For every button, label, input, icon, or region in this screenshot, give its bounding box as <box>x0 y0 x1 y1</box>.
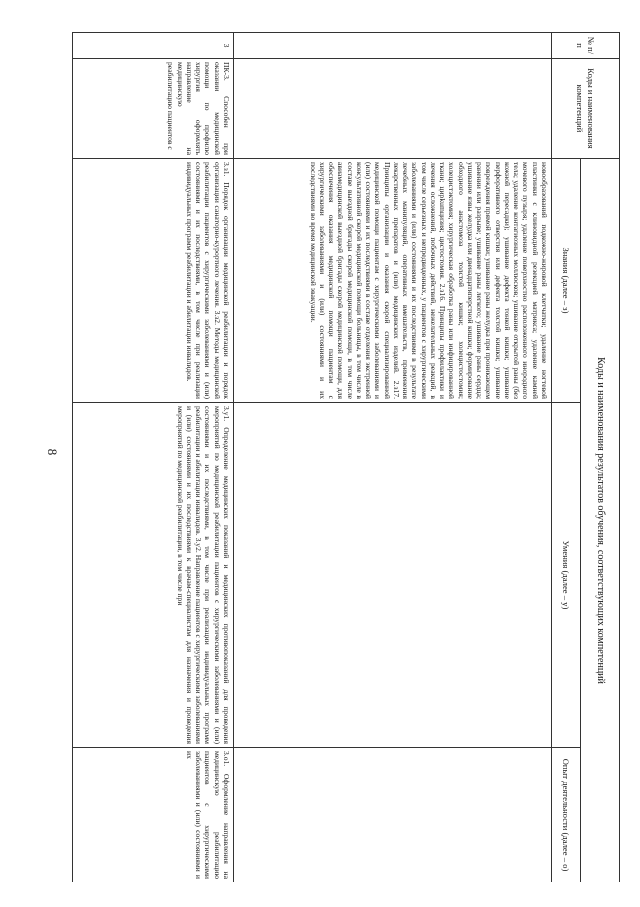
header-skills: Умения (далее – у) <box>552 403 581 748</box>
table-row <box>73 33 234 883</box>
row-competency <box>234 59 552 159</box>
table-row <box>234 33 552 883</box>
header-row-2 <box>552 33 581 883</box>
rotated-page <box>72 32 620 882</box>
competency-table-container <box>72 32 620 882</box>
row-skills: 3.у1. Определение медицинских показаний и медицинских противопоказаний для проведения мероприятий по медицинской реабилитации пациентов с хирургическими заболеваниями и (или) состояниями и их последствиями, в том числе при реализации индивидуальных программ реабилитации и абилитации инвалидов. 3.у2. Направление пациентов с хирургическими заболеваниями и (или) состояниями и их последствиями к врачам-специалистам для назначения и проведения мероприятий по медицинской реабилитации, в том числе при <box>73 403 234 748</box>
header-number: № п/п <box>552 33 620 59</box>
header-row-1 <box>581 33 620 883</box>
row-skills <box>234 403 552 748</box>
row-knowledge: 3.з1. Порядок организации медицинской реабилитации и порядок организации санаторно-курортного лечения. 3.з2. Методы медицинской реабилитации пациентов с хирургическими заболеваниями и (или) состояниями и их последствиями, в том числе при реализации индивидуальных программ реабилитации и абилитации инвалидов. <box>73 159 234 403</box>
competency-table <box>72 32 620 882</box>
page-number: 8 <box>45 448 60 456</box>
row-number: 3 <box>73 33 234 59</box>
header-knowledge: Знания (далее – з) <box>552 159 581 403</box>
row-experience: 3.о1. Оформление направления на медицинскую реабилитацию пациентов с хирургическими заболеваниями и (или) состояниями и их <box>73 748 234 883</box>
header-results-group: Коды и наименования результатов обучения, соответствующих компетенций <box>581 159 620 883</box>
row-knowledge: новообразований подкожно-жировой клетчатки; удаление ногтевой пластинки с клиновидной резекцией матрикса; удаление камней мочевого пузыря; удаление поверхностно расположенного инородного тела; удаление контагиозных моллюсков; ушивание открытой раны (без кожной пересадки); ушивание дефекта тонкой кишки; ушивание перфоративного отверстия или дефекта толстой кишки; ушивание повреждения прямой кишки; ушивание раны желудка при проникающем ранении или разрыве; ушивание раны легкого; ушивание раны сердца; ушивание язвы желудка или двенадцатиперстной кишки; формирование обходного анастомоза толстой кишки; холецистостомия; холецистэктомия; хирургическая обработка раны или инфицированной ткани; цирkumцизия; цистостомия. 2.з16. Принципы профилактики и лечения осложнений, побочных действий, нежелательных реакций, в том числе серьезных и непредвиденных, у пациентов с хирургическими заболеваниями и (или) состояниями и их последствиями в результате лечебных манипуляций, оперативных вмешательств, применения лекарственных препаратов и (или) медицинских изделий. 2.з17. Принципы организации и оказания скорой специализированной медицинской помощи пациентам с хирургическими заболеваниями и (или) состояниями и их последствиями в составе отделения экстренной консультативной скорой медицинской помощи больницы, в том числе в составе выездной бригады скорой медицинской помощи, в том числе авиамедицинской выездной бригады скорой медицинской помощи, для обеспечения оказания медицинской помощи пациентам с хирургическими заболеваниями и (или) состояниями и их последствиями во время медицинской эвакуации. <box>234 159 552 403</box>
header-codes: Коды и наименования компетенций <box>552 59 620 159</box>
row-experience <box>234 748 552 883</box>
header-experience: Опыт деятельности (далее – о) <box>552 748 581 883</box>
row-competency: ПК-3. Способен при оказании медицинской помощи по профилю хирургия оформлять направление на медицинскую реабилитацию пациентов с <box>73 59 234 159</box>
row-number <box>234 33 552 59</box>
